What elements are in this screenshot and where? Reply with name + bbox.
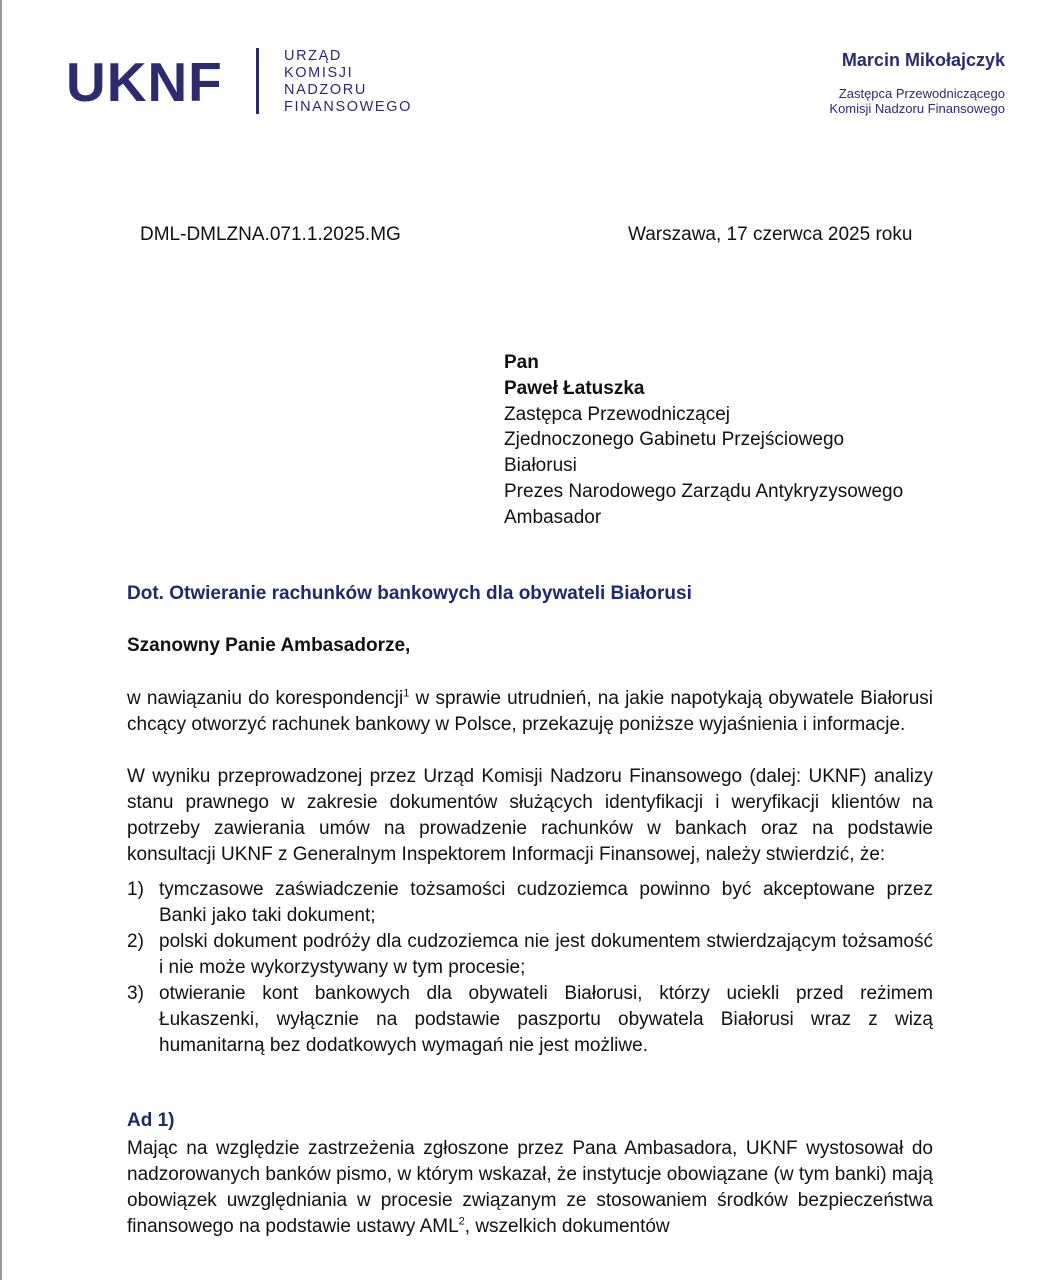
- reference-number: DML-DMLZNA.071.1.2025.MG: [140, 224, 401, 245]
- list-number: 2): [127, 931, 144, 952]
- addressee-line: Zastępca Przewodniczącej: [504, 403, 730, 425]
- addressee-line: Białorusi: [504, 455, 577, 477]
- logo-divider: [256, 48, 259, 114]
- list-number: 1): [127, 879, 144, 900]
- paragraph-text: w sprawie utrudnień, na jakie napotykają obywatele Białorusi chcący otworzyć rachunek bankowy w Polsce, przekazuję poniższe wyjaśnienia i informacje.: [127, 688, 933, 735]
- paragraph-text: w nawiązaniu do korespondencji: [127, 688, 404, 709]
- findings-list: [127, 877, 933, 1059]
- addressee-block: [504, 350, 903, 531]
- signer-role: [829, 86, 1005, 116]
- list-item: [127, 981, 933, 1059]
- logo-text: [284, 48, 412, 116]
- addressee-line: Zjednoczonego Gabinetu Przejściowego: [504, 429, 845, 451]
- signer-name: Marcin Mikołajczyk: [841, 50, 1005, 70]
- list-item: [127, 877, 933, 929]
- paragraph-analysis: W wyniku przeprowadzonej przez Urząd Komisji Nadzoru Finansowego (dalej: UKNF) analizy stanu prawnego w zakresie dokumentów służących identyfikacji i weryfikacji klientów na potrzeby zawierania umów na prowadzenie rachunków w bankach oraz na podstawie konsultacji UKNF z Generalnym Inspektorem Informacji Finansowej, należy stwierdzić, że:: [127, 766, 933, 865]
- addressee-line: Pan: [504, 352, 539, 373]
- list-text: tymczasowe zaświadczenie tożsamości cudzoziemca powinno być akceptowane przez Banki jako taki dokument;: [159, 879, 933, 926]
- section-heading-ad1: Ad 1): [127, 1110, 175, 1131]
- paragraph-text: Mając na względzie zastrzeżenia zgłoszone przez Pana Ambasadora, UKNF wystosował do nadzorowanych banków pismo, w którym wskazał, że instytucje obowiązane (w tym banki) mają obowiązek uwzględniania w procesie związanym ze stosowaniem środków bezpieczeństwa finansowego na podstawie ustawy AML: [127, 1138, 933, 1237]
- footnote-ref: 2: [458, 1215, 465, 1228]
- logo-line: URZĄD: [284, 48, 342, 64]
- footnote-ref: 1: [403, 687, 410, 700]
- paragraph-ad1: [127, 1136, 933, 1240]
- signer-role-line: Komisji Nadzoru Finansowego: [829, 101, 1005, 116]
- list-item: [127, 929, 933, 981]
- logo-line: NADZORU: [284, 82, 367, 98]
- paragraph-intro: [127, 686, 933, 738]
- paragraph-text: , wszelkich dokumentów: [464, 1216, 670, 1237]
- addressee-name: Paweł Łatuszka: [504, 377, 645, 399]
- list-text: polski dokument podróży dla cudzoziemca nie jest dokumentem stwierdzającym tożsamość i nie może wykorzystywany w tym procesie;: [159, 931, 933, 978]
- subject-line: Dot. Otwieranie rachunków bankowych dla obywateli Białorusi: [127, 583, 692, 604]
- signer-block: [829, 49, 1005, 116]
- page-edge: [0, 0, 2, 1280]
- logo-mark: UKNF: [66, 51, 223, 113]
- salutation: Szanowny Panie Ambasadorze,: [127, 635, 411, 656]
- list-number: 3): [127, 983, 144, 1004]
- addressee-line: Prezes Narodowego Zarządu Antykryzysowego: [504, 480, 904, 502]
- logo-line: KOMISJI: [284, 65, 354, 81]
- addressee-line: Ambasador: [504, 506, 602, 528]
- logo-line: FINANSOWEGO: [284, 99, 412, 115]
- signer-role-line: Zastępca Przewodniczącego: [838, 86, 1005, 101]
- list-text: otwieranie kont bankowych dla obywateli Białorusi, którzy uciekli przed reżimem Łukaszenki, wyłącznie na podstawie paszportu obywatela Białorusi wraz z wizą humanitarną bez dodatkowych wymagań nie jest możliwe.: [159, 983, 933, 1056]
- letter-date: Warszawa, 17 czerwca 2025 roku: [628, 224, 913, 245]
